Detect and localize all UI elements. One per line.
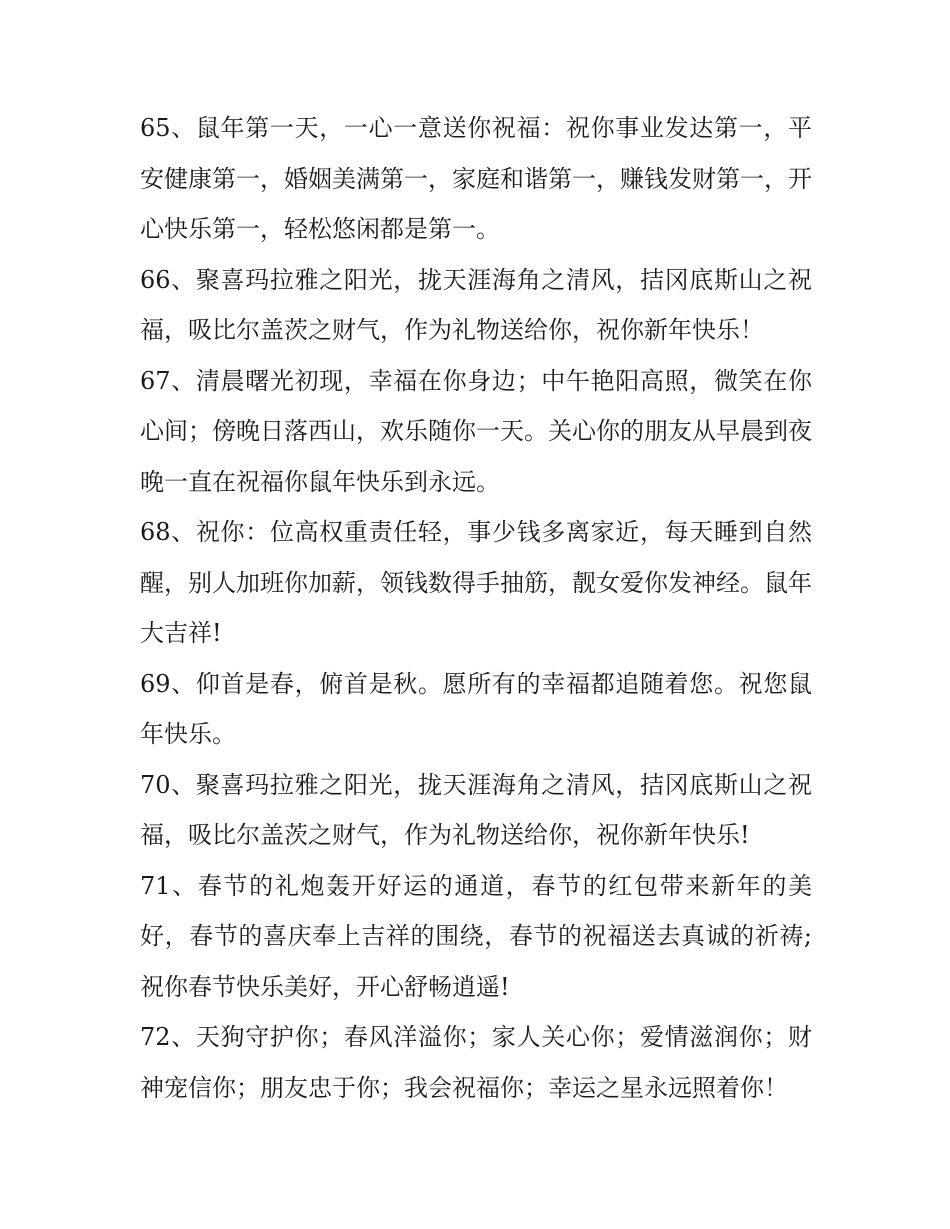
paragraph-72: 72、天狗守护你；春风洋溢你；家人关心你；爱情滋润你；财神宠信你；朋友忠于你；我会祝福你；幸运之星永远照着你！: [140, 1023, 812, 1102]
paragraph-71: 71、春节的礼炮轰开好运的通道，春节的红包带来新年的美好，春节的喜庆奉上吉祥的围绕，春节的祝福送去真诚的祈祷;祝你春节快乐美好，开心舒畅逍遥!: [140, 871, 812, 1001]
paragraph-70: 70、聚喜玛拉雅之阳光，拢天涯海角之清风，拮冈底斯山之祝福，吸比尔盖茨之财气，作为礼物送给你，祝你新年快乐!: [140, 770, 812, 849]
paragraph-67: 67、清晨曙光初现，幸福在你身边；中午艳阳高照，微笑在你心间；傍晚日落西山，欢乐随你一天。关心你的朋友从早晨到夜晚一直在祝福你鼠年快乐到永远。: [140, 366, 812, 496]
paragraph-66: 66、聚喜玛拉雅之阳光，拢天涯海角之清风，拮冈底斯山之祝福，吸比尔盖茨之财气，作为礼物送给你，祝你新年快乐！: [140, 265, 812, 344]
document-body: [140, 103, 812, 1113]
paragraph-69: 69、仰首是春，俯首是秋。愿所有的幸福都追随着您。祝您鼠年快乐。: [140, 669, 812, 748]
paragraph-68: 68、祝你：位高权重责任轻，事少钱多离家近，每天睡到自然醒，别人加班你加薪，领钱数得手抽筋，靓女爱你发神经。鼠年大吉祥!: [140, 518, 812, 647]
paragraph-65: 65、鼠年第一天，一心一意送你祝福：祝你事业发达第一，平安健康第一，婚姻美满第一，家庭和谐第一，赚钱发财第一，开心快乐第一，轻松悠闲都是第一。: [140, 114, 812, 243]
